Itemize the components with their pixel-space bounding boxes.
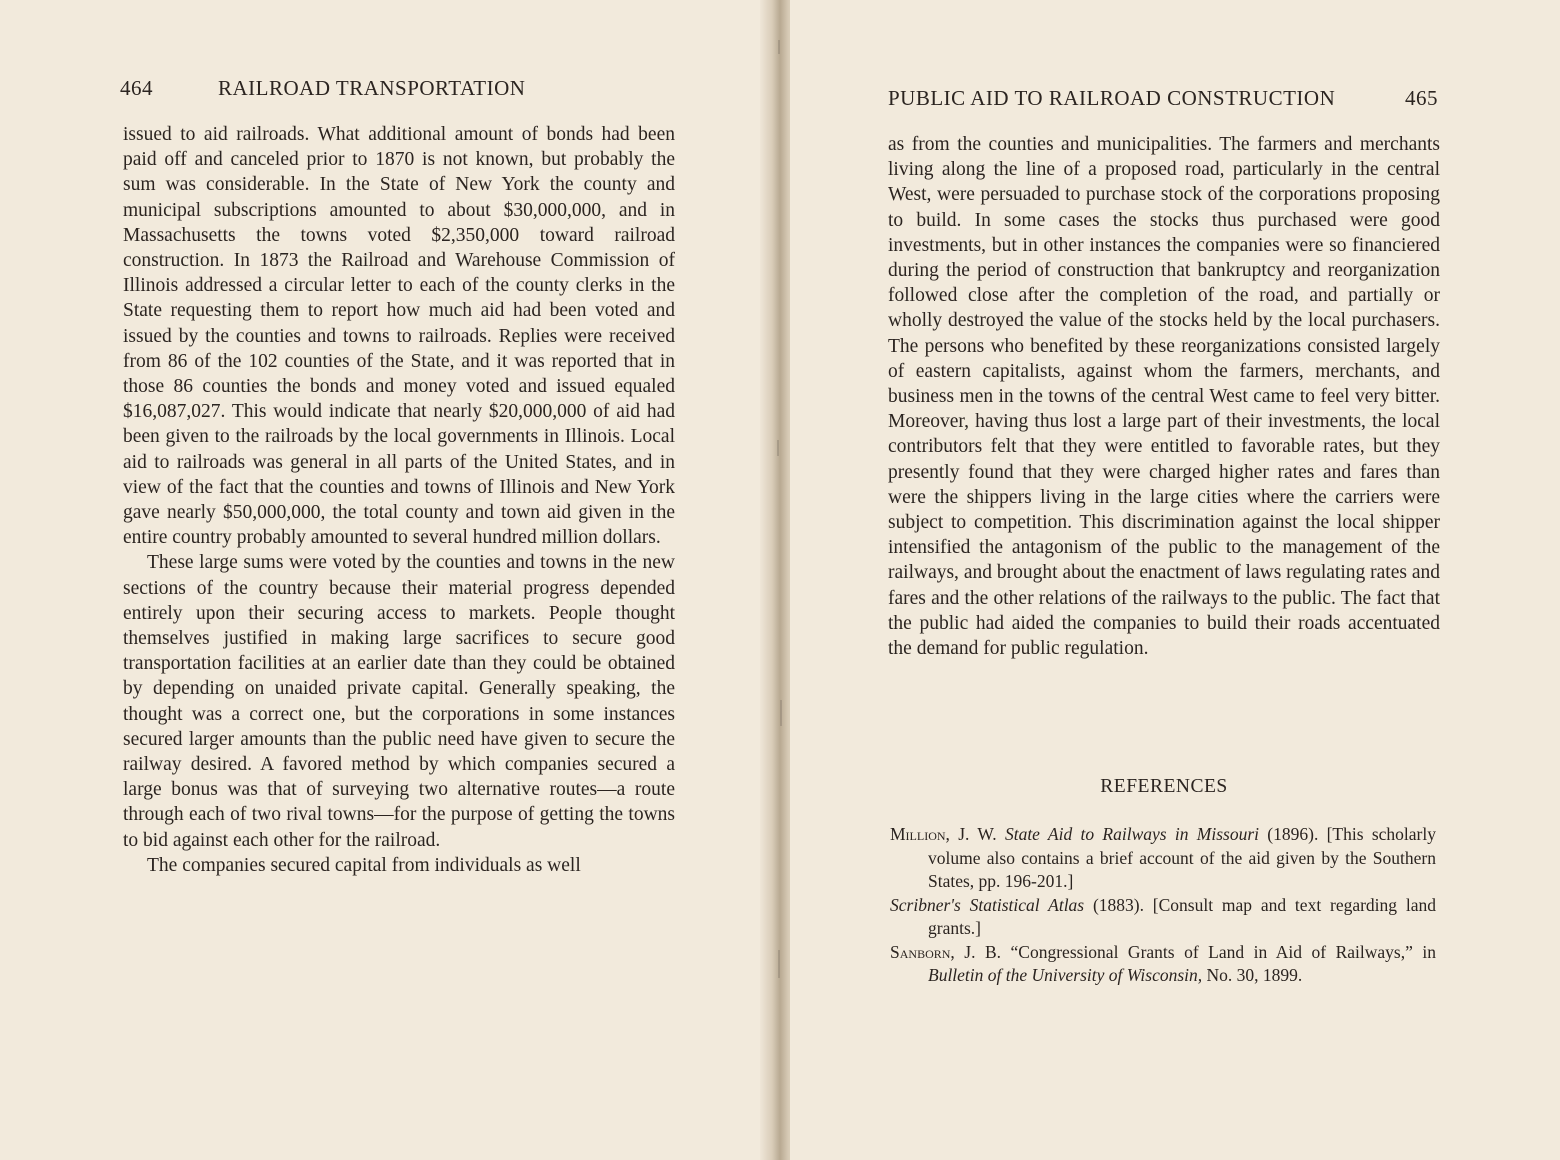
left-page: [0, 0, 770, 1160]
reference-item: Sanborn, J. B. “Congressional Grants of Land in Aid of Railways,” in Bulletin of the University of Wisconsin, No. 30, 1899.: [890, 941, 1437, 985]
binding-mark: [778, 40, 780, 54]
references-heading: REFERENCES: [1100, 776, 1228, 797]
reference-item: Scribner's Statistical Atlas (1883). [Consult map and text regarding land grants.]: [890, 894, 1436, 938]
references-list: [890, 823, 1436, 988]
reference-item: Million, J. W. State Aid to Railways in Missouri (1896). [This scholarly volume also contains a brief account of the aid given by the Southern States, pp. 196-201.]: [890, 824, 1436, 891]
binding-mark: [777, 440, 779, 456]
paragraph: The companies secured capital from individuals as well: [147, 854, 581, 876]
left-page-number: 464: [120, 76, 153, 100]
right-page-body: [888, 132, 1440, 661]
left-running-title: RAILROAD TRANSPORTATION: [218, 76, 526, 100]
left-page-body: [123, 122, 675, 878]
binding-mark: [780, 700, 782, 726]
right-page: [790, 0, 1560, 1160]
paragraph: These large sums were voted by the counties and towns in the new sections of the country because their material progress depended entirely upon their securing access to markets. People thought themselves justified in making large sacrifices to secure good transportation facilities at an earlier date than they could be obtained by depending on unaided private capital. Generally speaking, the thought was a correct one, but the corporations in some instances secured larger amounts than the public need have given to secure the railway desired. A favored method by which companies secured a large bonus was that of surveying two alternative routes—a route through each of two rival towns—for the purpose of getting the towns to bid against each other for the railroad.: [123, 552, 675, 851]
right-running-title: PUBLIC AID TO RAILROAD CONSTRUCTION: [888, 86, 1336, 110]
right-page-number: 465: [1405, 86, 1438, 110]
binding-mark: [778, 950, 780, 978]
paragraph: issued to aid railroads. What additional amount of bonds had been paid off and canceled prior to 1870 is not known, but probably the sum was considerable. In the State of New York the county and municipal subscriptions amounted to about $30,000,000, and in Massachusetts the towns voted $2,350,000 toward railroad construction. In 1873 the Railroad and Warehouse Commission of Illinois addressed a circular letter to each of the county clerks in the State requesting them to report how much aid had been voted and issued by the counties and towns to railroads. Replies were received from 86 of the 102 counties of the State, and it was reported that in those 86 counties the bonds and money voted and issued equaled $16,087,027. This would indicate that nearly $20,000,000 of aid had been given to the railroads by the local governments in Illinois. Local aid to railroads was general in all parts of the United States, and in view of the fact that the counties and towns of Illinois and New York gave nearly $50,000,000, the total county and town aid given in the entire country probably amounted to several hundred million dollars.: [123, 124, 675, 549]
paragraph: as from the counties and municipalities. The farmers and merchants living along the line of a proposed road, particularly in the central West, were persuaded to purchase stock of the corporations proposing to build. In some cases the stocks thus purchased were good investments, but in other instances the companies were so financiered during the period of construction that bankruptcy and reorganization followed close after the completion of the road, and partially or wholly destroyed the value of the stocks held by the local purchasers. The persons who benefited by these reorganizations consisted largely of eastern capitalists, against whom the farmers, merchants, and business men in the towns of the central West came to feel very bitter. Moreover, having thus lost a large part of their investments, the local contributors felt that they were entitled to favorable rates, but they presently found that they were charged higher rates and fares than were the shippers living in the large cities where the carriers were subject to competition. This discrimination against the local shipper intensified the antagonism of the public to the management of the railways, and brought about the enactment of laws regulating rates and fares and the other relations of the railways to the public. The fact that the public had aided the companies to build their roads accentuated the demand for public regulation.: [888, 134, 1440, 660]
